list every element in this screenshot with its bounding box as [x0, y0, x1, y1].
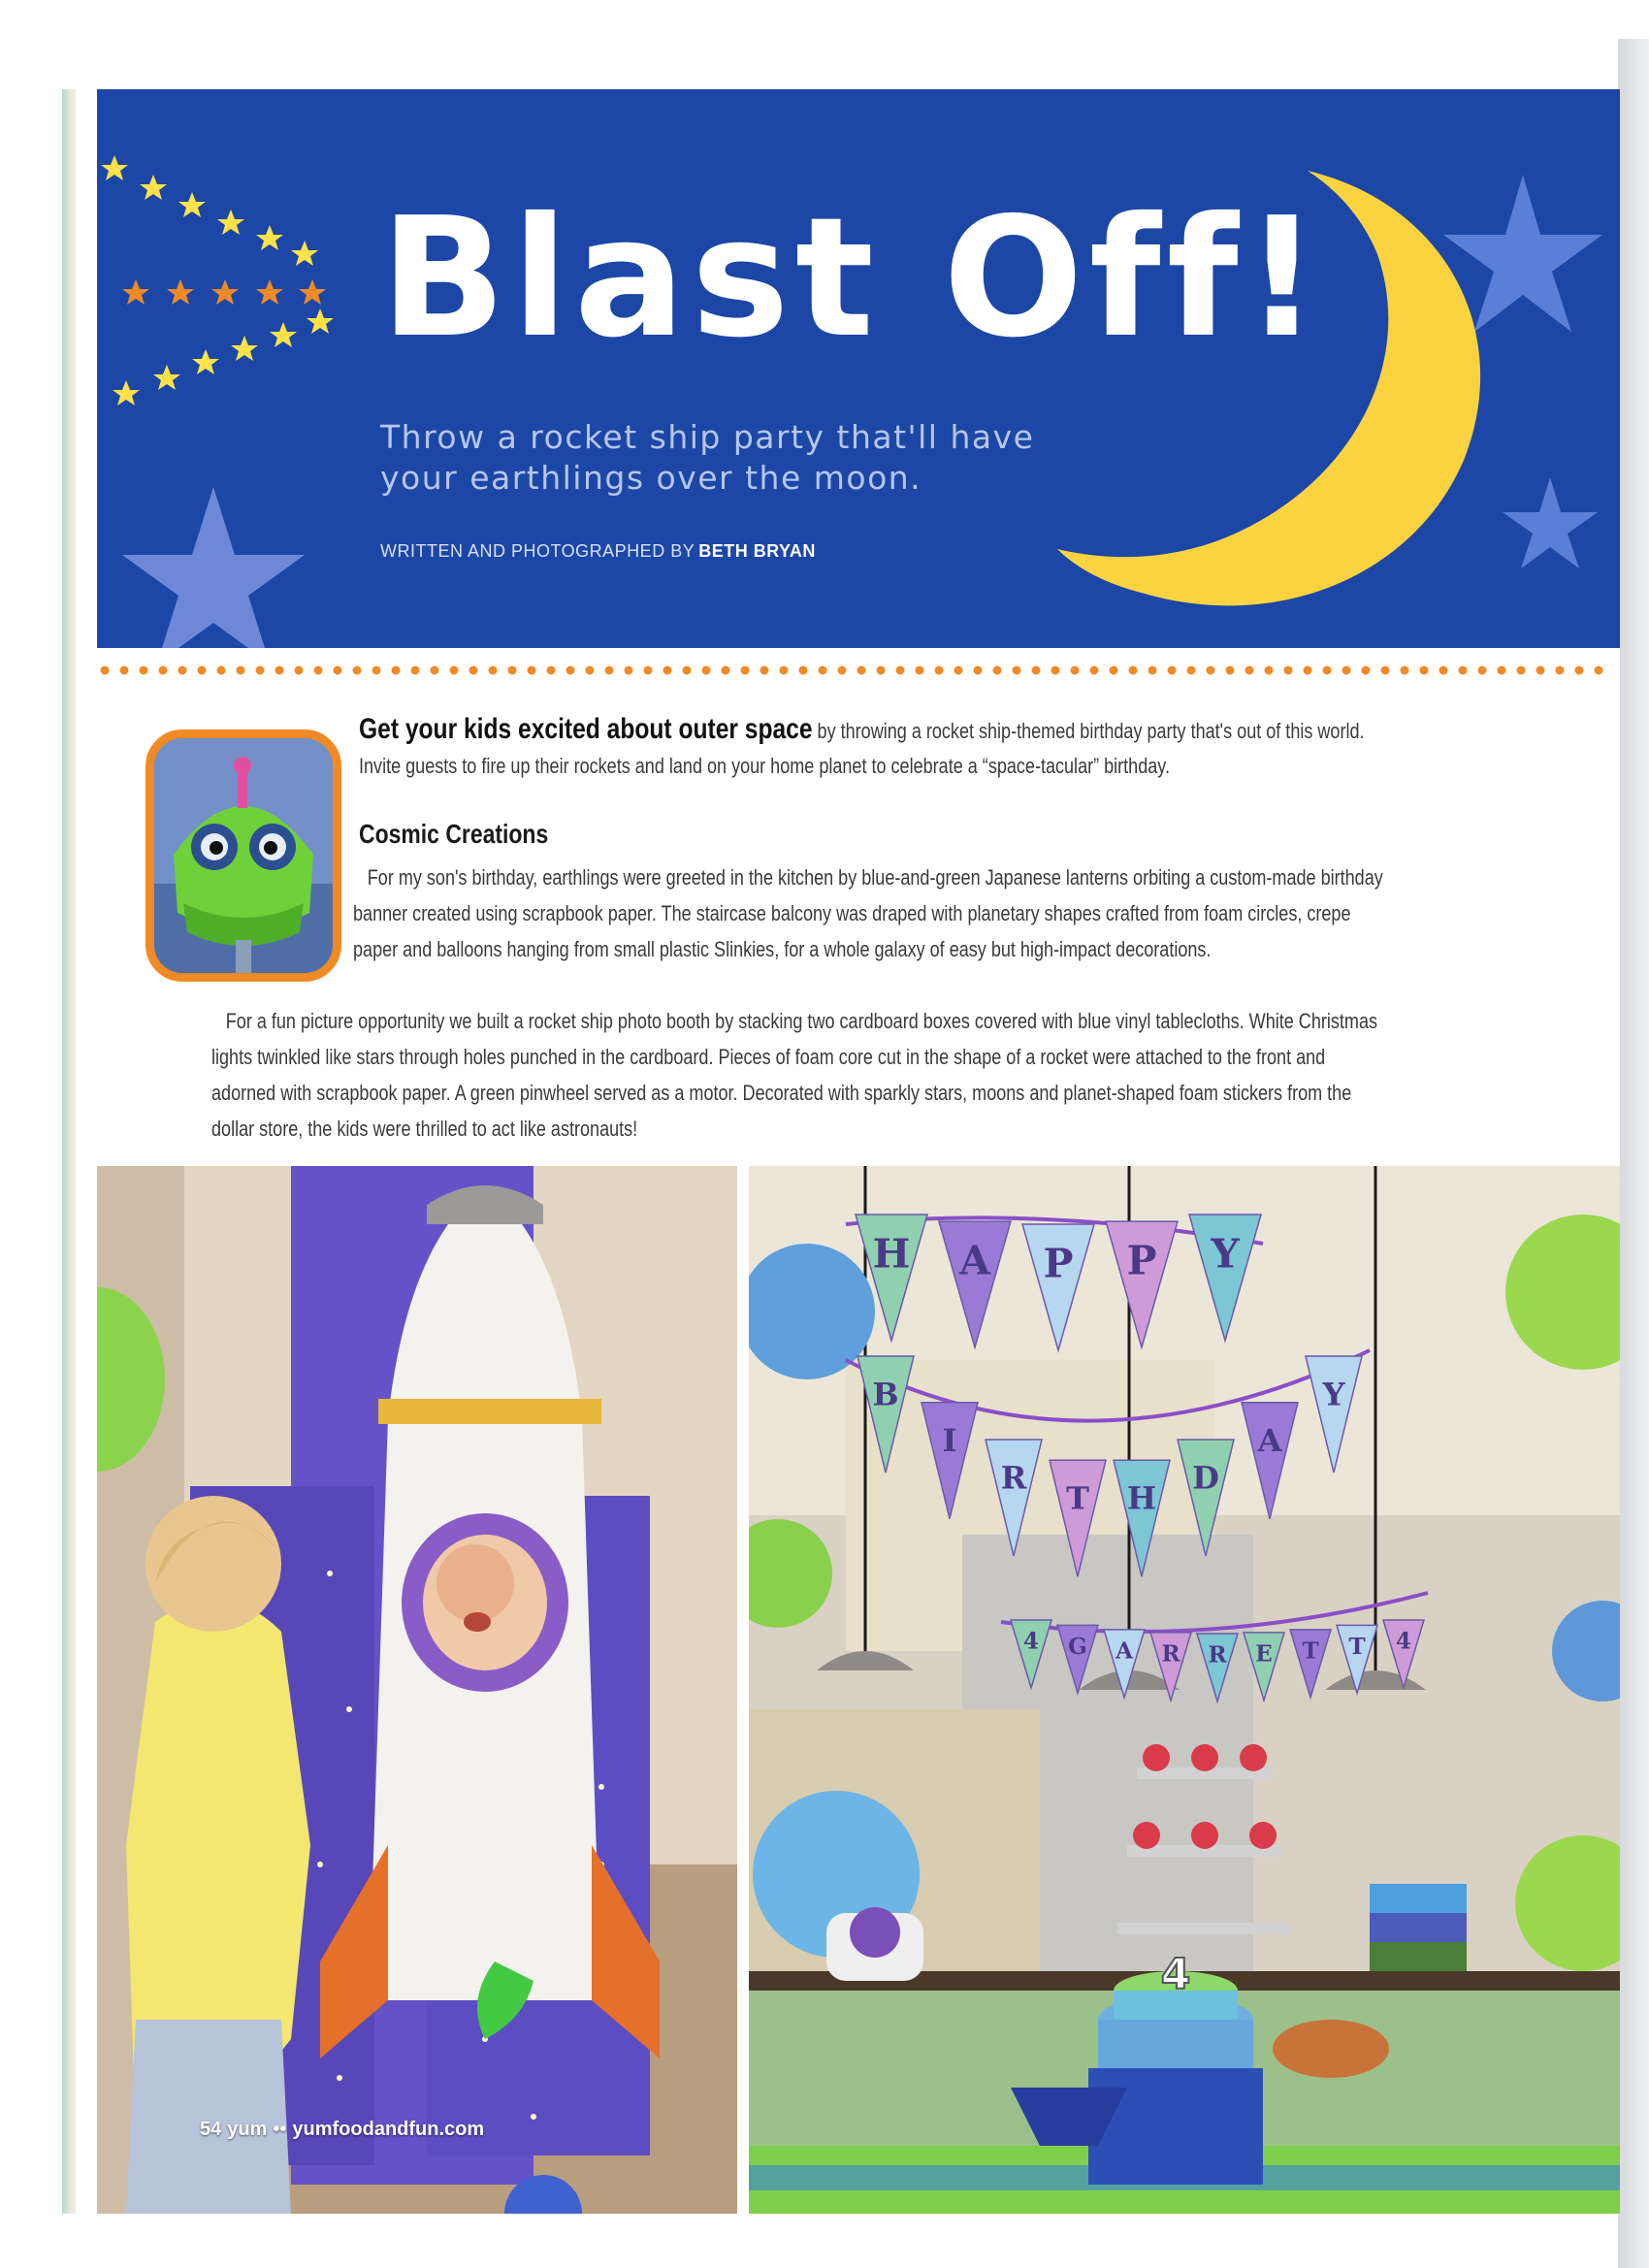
- lead-highlight: Get your kids excited about outer space: [359, 713, 813, 745]
- banner-letter: B: [872, 1376, 899, 1413]
- banner-letter: I: [942, 1422, 957, 1460]
- body-paragraph: For a fun picture opportunity we built a rocket ship photo booth by stacking two cardboard boxes covered with blue vinyl tablecloths. White Christmas lights twinkled like stars through holes punched in the cardboard. Pieces of foam core cut in the shape of a rocket were attached to the front and adorned with scrapbook paper. A green pinwheel served as a motor. Decorated with sparkly stars, moons and planet-shaped foam stickers from the dollar store, the kids were thrilled to act like astronauts!: [211, 1009, 1378, 1141]
- banner-letter: H: [872, 1230, 911, 1278]
- banner-letter: H: [1126, 1479, 1157, 1517]
- page-footer: [200, 2119, 490, 2141]
- banner-letter: A: [1116, 1637, 1133, 1665]
- banner-letter: R: [1161, 1640, 1180, 1668]
- banner-letter: A: [1257, 1422, 1282, 1460]
- byline-author: BETH BRYAN: [698, 541, 816, 561]
- cake-number-four: 4: [1160, 1950, 1191, 1999]
- banner-letter: Y: [1211, 1230, 1240, 1278]
- byline-prefix: WRITTEN AND PHOTOGRAPHED BY: [380, 541, 695, 561]
- footer-separator: ••: [273, 2119, 287, 2140]
- magazine-name: yum: [227, 2119, 268, 2140]
- banner-letter: T: [1066, 1479, 1089, 1517]
- header-banner: [97, 89, 1620, 648]
- banner-letter: R: [1208, 1641, 1227, 1669]
- dessert-table-photo: [749, 1166, 1620, 2214]
- magazine-page: [76, 89, 1620, 2214]
- banner-letter: R: [1000, 1459, 1027, 1497]
- star-icon: [1503, 477, 1598, 568]
- alien-photo: [146, 729, 341, 982]
- banner-letter: 4: [1395, 1628, 1412, 1655]
- rocket-photo-booth-photo: [97, 1166, 737, 2214]
- website-url: yumfoodandfun.com: [292, 2119, 485, 2140]
- banner-letter: P: [1126, 1237, 1157, 1284]
- large-star-icon: [122, 487, 305, 648]
- article-subtitle: Throw a rocket ship party that'll have your earthlings over the moon.: [380, 418, 1035, 497]
- banner-letter: P: [1043, 1240, 1074, 1287]
- shooting-star-trail-icon: [122, 279, 326, 305]
- banner-letter: T: [1348, 1633, 1366, 1660]
- article-title: Blast Off!: [380, 182, 1326, 374]
- body-paragraph: For my son's birthday, earthlings were greeted in the kitchen by blue-and-green Japanese lanterns orbiting a custom-made birthday banner created using scrapbook paper. The staircase balcony was draped with planetary shapes crafted from foam circles, crepe paper and balloons hanging from small plastic Slinkies, for a whole galaxy of easy but high-impact decorations.: [353, 865, 1383, 961]
- lead-text: by throwing a rocket ship-themed birthday party that's out of this world. Invite guests to fire up their rockets and land on your home planet to celebrate a “space-tacular” birthday.: [359, 719, 1365, 778]
- orange-dot-divider: [97, 664, 1620, 677]
- banner-letter: G: [1068, 1633, 1087, 1660]
- banner-letter: A: [959, 1237, 990, 1284]
- lead-paragraph: [359, 712, 1393, 784]
- banner-letter: D: [1192, 1459, 1219, 1497]
- banner-letter: E: [1255, 1640, 1273, 1668]
- section-heading: Cosmic Creations: [359, 819, 549, 849]
- banner-letter: 4: [1022, 1628, 1040, 1655]
- page-edge-shadow: [1618, 39, 1649, 2268]
- banner-letter: T: [1302, 1637, 1319, 1665]
- banner-letter: Y: [1322, 1376, 1345, 1413]
- page-number: 54: [200, 2119, 222, 2140]
- byline: [380, 541, 816, 562]
